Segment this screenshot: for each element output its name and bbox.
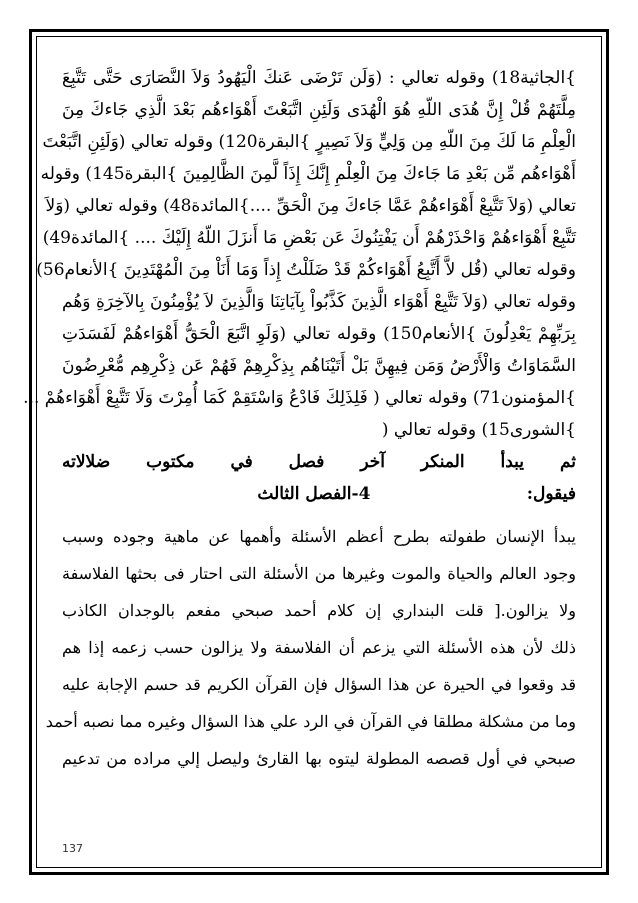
page-number: 137 (62, 842, 83, 855)
body-line: صبحي في أول قصصه المطولة ليتوه بها القارئ وليصل إلي مراده من تدعيم (62, 749, 576, 768)
section-heading-row (62, 478, 576, 510)
spaced-word: ضلالاته (62, 452, 111, 472)
body-paragraph (45, 518, 576, 777)
spaced-word: يبدأ (500, 452, 525, 472)
body-line: ولا يزالون.[ قلت البنداري إن كلام أحمد صبحي مفعم بالوجدان الكاذب (62, 601, 576, 620)
spaced-word: في (230, 452, 253, 472)
section-title: 4-الفصل الثالث (257, 484, 371, 504)
spaced-word: المنكر (420, 452, 465, 472)
body-line: يبدأ الإنسان طفولته بطرح أعظم الأسئلة وأهمها عن ماهية وجوده وسبب (62, 527, 576, 546)
quote-line: تَتَّبِعْ أَهْوَاءهُمْ وَاحْذَرْهُمْ أَن يَفْتِنُوكَ عَن بَعْضِ مَا أَنزَلَ اللّهُ إِلَيْكَ .... }المائدة49) (42, 228, 576, 248)
intro-label: فيقول: (526, 484, 576, 504)
quote-line: }المؤمنون71) وقوله تعالي ( فَلِذَلِكَ فَادْعُ وَاسْتَقِمْ كَمَا أُمِرْتَ وَلَا تَتَّبِعْ أَهْوَاءهُمْ ... (23, 388, 576, 408)
spaced-heading-line (62, 446, 576, 478)
quote-line: وقوله تعالي (وَلاَ تَتَّبِعْ أَهْوَاء الَّذِينَ كَذَّبُواْ بِآيَاتِنَا وَالَّذِينَ لاَ يُؤْمِنُونَ بِالآخِرَةِ وَهُم (62, 292, 576, 312)
quote-line: مِلَّتَهُمْ قُلْ إِنَّ هُدَى اللّهِ هُوَ الْهُدَى وَلَئِنِ اتَّبَعْتَ أَهْوَاءهُم بَعْدَ الَّذِي جَاءكَ مِنَ (62, 100, 576, 120)
spaced-word: آخر (360, 452, 385, 472)
spaced-word: فصل (288, 452, 325, 472)
quote-line: السَّمَاوَاتُ وَالْأَرْضُ وَمَن فِيهِنَّ بَلْ أَتَيْنَاهُم بِذِكْرِهِمْ فَهُمْ عَن ذِكْرِهِم مُّعْرِضُونَ (62, 356, 576, 376)
body-line: وما من مشكلة مطلقا في القرآن في الرد علي هذا السؤال وغيره مما نصبه أحمد (45, 712, 576, 731)
page-content (23, 62, 576, 822)
body-line: وجود العالم والحياة والموت وغيرها من الأسئلة التى احتار فى بحثها الفلاسفة (62, 564, 576, 583)
quote-line: تعالي (وَلاَ تَتَّبِعْ أَهْوَاءهُمْ عَمَّا جَاءكَ مِنَ الْحَقِّ ....}المائدة48) وقوله تعالي (وَلاَ (45, 196, 576, 216)
quote-line: }الجاثية18) وقوله تعالي : (وَلَن تَرْضَى عَنكَ الْيَهُودُ وَلاَ النَّصَارَى حَتَّى تَتَّبِعَ (62, 68, 576, 88)
body-line: ذلك لأن هذه الأسئلة التي يزعم أن الفلاسفة ولا يزالون حسب زعمه إذا هم (62, 638, 576, 657)
paragraph-gap (62, 510, 576, 518)
quote-line: بِرَبِّهِمْ يَعْدِلُونَ }الأنعام150) وقوله تعالي (وَلَوِ اتَّبَعَ الْحَقُّ أَهْوَاءهُمْ لَفَسَدَتِ (62, 324, 576, 344)
body-line: قد وقعوا في الحيرة عن هذا السؤال فإن القرآن الكريم قد حسم الإجابة عليه (62, 675, 576, 694)
quote-block (23, 62, 576, 446)
quote-line: أَهْوَاءهُم مِّن بَعْدِ مَا جَاءكَ مِنَ الْعِلْمِ إِنَّكَ إِذَاً لَّمِنَ الظَّالِمِينَ }البقرة145) وقوله (40, 164, 576, 184)
quote-line: وقوله تعالي (قُل لاَّ أَتَّبِعُ أَهْوَاءكُمْ قَدْ ضَلَلْتُ إِذاً وَمَا أَنَاْ مِنَ الْمُهْتَدِينَ }الأنعام56) (36, 260, 576, 280)
spaced-word: مكتوب (146, 452, 195, 472)
quote-line: الْعِلْمِ مَا لَكَ مِنَ اللّهِ مِن وَلِيٍّ وَلاَ نَصِيرٍ }البقرة120) وقوله تعالي (وَلَئِنِ اتَّبَعْتَ (42, 132, 576, 152)
quote-line: }الشورى15) وقوله تعالي ( (381, 420, 576, 440)
spaced-word: ثم (559, 452, 576, 472)
